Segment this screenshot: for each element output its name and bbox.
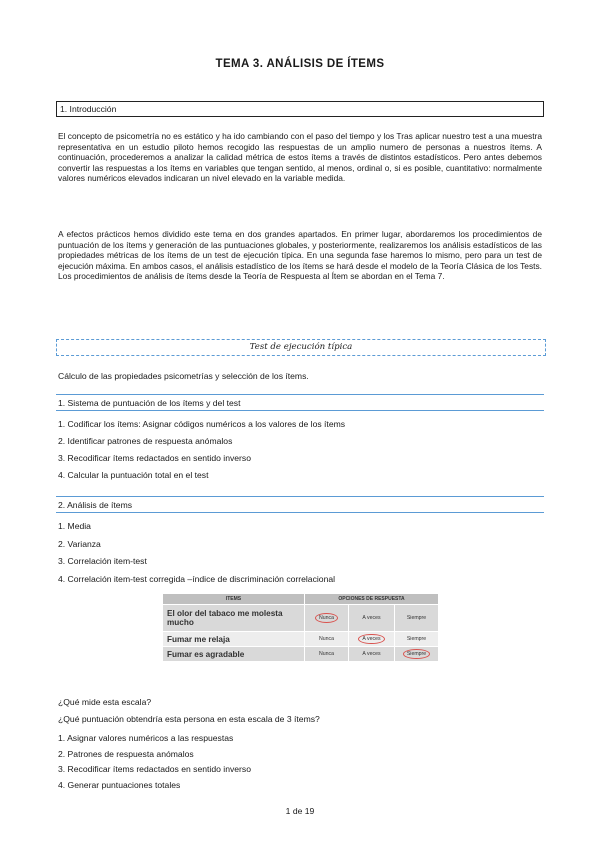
list-item: 2. Identificar patrones de respuesta anómalos xyxy=(58,436,233,446)
intro-paragraph-2: A efectos prácticos hemos dividido este tema en dos grandes apartados. En primer lugar, abordaremos los procedimientos de puntuación de los ítems y generación de las puntuaciones globales, y posteriormente, realizaremos los análisis estadísticos de las propiedades métricas de los ítems de un test de ejecución típica. En una segunda fase haremos lo mismo, pero para un test de ejecución máxima. En ambos casos, el análisis estadístico de los ítems se hará desde el modelo de la Teoría Clásica de los Tests. Los procedimientos de análisis de ítems desde la Teoría de Respuesta al Ítem se abordan en el Tema 7. xyxy=(58,229,542,282)
typical-performance-banner: Test de ejecución típica xyxy=(56,339,546,356)
scoring-procedure-list xyxy=(58,733,251,795)
item-analysis-list xyxy=(58,521,335,591)
list-item: 4. Correlación item-test corregida –índice de discriminación correlacional xyxy=(58,573,336,584)
item-text: Fumar es agradable xyxy=(163,647,305,662)
list-item: 3. Correlación item-test xyxy=(58,556,147,566)
item-text: El olor del tabaco me molesta mucho xyxy=(163,605,305,632)
list-item: 2. Varianza xyxy=(58,538,101,549)
section-heading-introduccion: 1. Introducción xyxy=(56,101,544,117)
table-row xyxy=(163,605,439,632)
scoring-steps-list xyxy=(58,419,345,487)
subsection-heading-item-analysis: 2. Análisis de ítems xyxy=(56,500,544,513)
option-cell xyxy=(305,605,349,632)
page-title: TEMA 3. ANÁLISIS DE ÍTEMS xyxy=(215,58,385,70)
question-what-measures: ¿Qué mide esta escala? xyxy=(58,697,152,707)
table-row xyxy=(163,632,439,647)
option-cell xyxy=(349,632,395,647)
option-cell xyxy=(395,647,439,662)
option-cell: A veces xyxy=(349,605,395,632)
list-item: 1. Codificar los ítems: Asignar códigos numéricos a los valores de los ítems xyxy=(58,419,346,429)
option-cell: Nunca xyxy=(305,632,349,647)
option-cell: Siempre xyxy=(395,632,439,647)
intro-line: Cálculo de las propiedades psicometrías y selección de los ítems. xyxy=(58,371,309,381)
option-cell: Siempre xyxy=(395,605,439,632)
subsection-heading-scoring: 1. Sistema de puntuación de los ítems y del test xyxy=(56,398,544,411)
circled-response: A veces xyxy=(358,634,384,644)
response-options-table xyxy=(162,593,438,662)
list-item: 4. Generar puntuaciones totales xyxy=(58,779,181,790)
question-score: ¿Qué puntuación obtendría esta persona en esta escala de 3 ítems? xyxy=(58,714,320,724)
list-item: 1. Asignar valores numéricos a las respuestas xyxy=(58,733,234,743)
list-item: 3. Recodificar ítems redactados en sentido inverso xyxy=(58,764,251,775)
list-item: 2. Patrones de respuesta anómalos xyxy=(58,748,194,759)
list-item: 4. Calcular la puntuación total en el test xyxy=(58,470,209,480)
list-item: 1. Media xyxy=(58,521,91,531)
circled-response: Siempre xyxy=(403,649,430,659)
circled-response: Nunca xyxy=(315,613,338,623)
table-header-options: OPCIONES DE RESPUESTA xyxy=(305,594,439,605)
list-item: 3. Recodificar ítems redactados en sentido inverso xyxy=(58,453,251,463)
table-header-items: ITEMS xyxy=(163,594,305,605)
page-number: 1 de 19 xyxy=(285,806,315,816)
option-cell: A veces xyxy=(349,647,395,662)
intro-paragraph-1: El concepto de psicometría no es estático y ha ido cambiando con el paso del tiempo y los Tras aplicar nuestro test a una muestra representativa en un estudio piloto hemos recogido las respuestas de un amplio numero de personas a nuestros ítems. A continuación, procederemos a analizar la calidad métrica de estos ítems a través de distintos estadísticos. Pero antes debemos convertir las respuestas a los ítems en variables que tengan sentido, al menos, ordinal o, si es posible, cuantitativo: normalmente valores numéricos elevados indicaran un nivel elevado en la variable medida. xyxy=(58,131,542,184)
item-text: Fumar me relaja xyxy=(163,632,305,647)
table-row xyxy=(163,647,439,662)
option-cell: Nunca xyxy=(305,647,349,662)
